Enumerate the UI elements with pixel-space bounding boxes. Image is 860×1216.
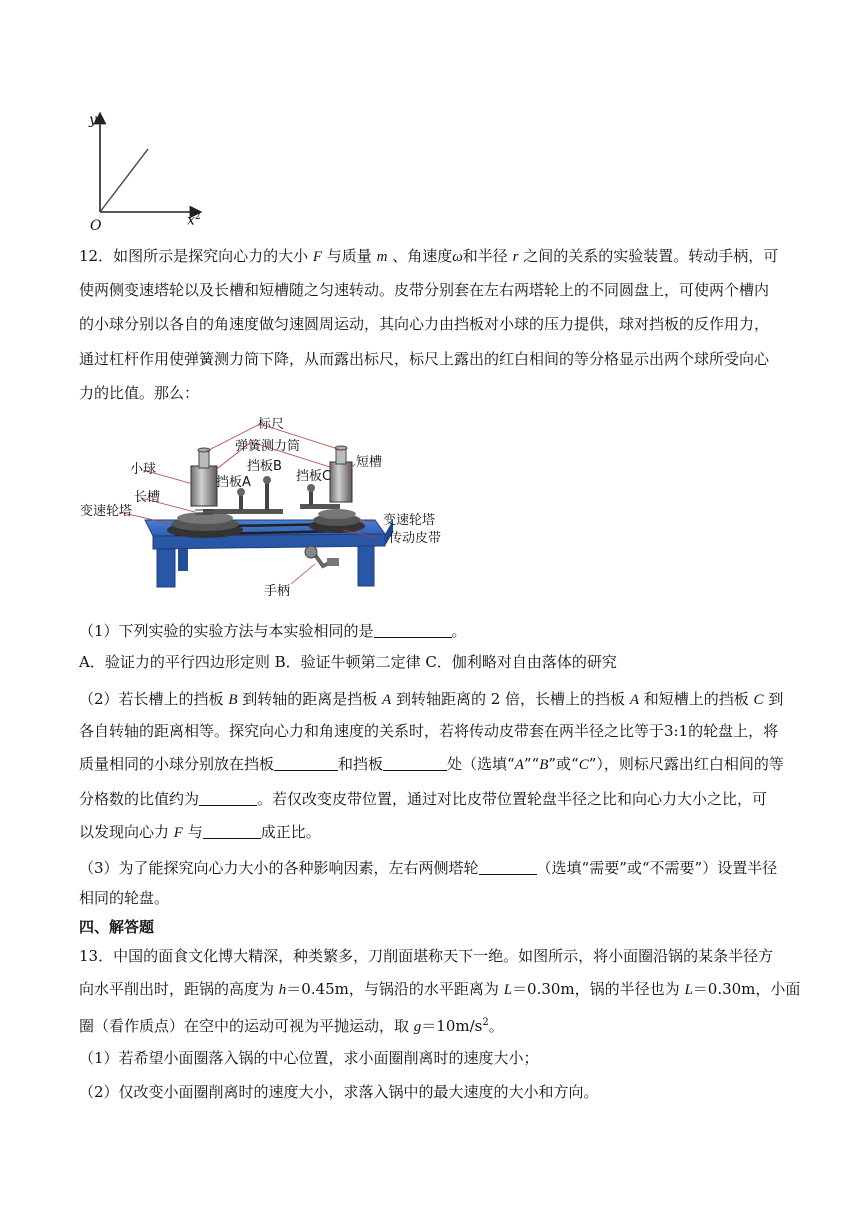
answer-blank-5[interactable] — [203, 823, 261, 839]
q13-line-1: 13．中国的面食文化博大精深，种类繁多，刀削面堪称天下一绝。如图所示，将小面圈沿锅的某条半径方 — [79, 947, 774, 965]
label-shoubing: 手柄 — [264, 584, 291, 599]
graph-y-label: y — [89, 112, 97, 128]
label-dangban-a: 挡板A — [216, 475, 251, 490]
section-header: 四、解答题 — [79, 918, 155, 936]
q12-part3-line-2: 相同的轮盘。 — [79, 889, 170, 907]
q12-intro-line-5: 力的比值。那么： — [79, 384, 200, 402]
q12-intro-line-4: 通过杠杆作用使弹簧测力筒下降，从而露出标尺，标尺上露出的红白相间的等分格显示出两个球所受向心 — [79, 350, 770, 368]
graph-origin-label: O — [90, 218, 102, 234]
label-changcao: 长槽 — [134, 490, 161, 505]
q12-part2-line-3: 质量相同的小球分别放在挡板 和挡板 处（选填“A”“B”或“C”），则标尺露出红白相间的等 — [79, 755, 784, 773]
answer-blank-3[interactable] — [383, 755, 447, 771]
label-tanhuang-celitong: 弹簧测力筒 — [235, 439, 301, 454]
answer-blank-1[interactable] — [374, 622, 452, 638]
q12-part3-line-1: （3）为了能探究向心力大小的各种影响因素，左右两侧塔轮 （选填“需要”或“不需要”）设置半径 — [79, 859, 778, 877]
q13-line-2: 向水平削出时，距锅的高度为 h＝0.45m，与锅沿的水平距离为 L＝0.30m，锅的半径也为 L＝0.30m，小面 — [79, 980, 801, 998]
q12-intro-line-2: 使两侧变速塔轮以及长槽和短槽随之匀速转动。皮带分别套在左右两塔轮上的不同圆盘上，可使两个槽内 — [79, 281, 770, 299]
q13-part1: （1）若希望小面圈落入锅的中心位置，求小面圈削离时的速度大小； — [79, 1049, 539, 1067]
label-duancao: 短槽 — [356, 455, 383, 470]
q12-options: A．验证力的平行四边形定则 B．验证牛顿第二定律 C．伽利略对自由落体的研究 — [79, 653, 617, 671]
label-chuandong-pidai: 传动皮带 — [389, 531, 442, 546]
answer-blank-4[interactable] — [199, 790, 257, 806]
answer-blank-2[interactable] — [274, 755, 338, 771]
q12-intro-line-3: 的小球分别以各自的角速度做匀速圆周运动，其向心力由挡板对小球的压力提供，球对挡板的反作用力， — [79, 315, 770, 333]
q12-part2-line-5: 以发现向心力 F 与 成正比。 — [79, 823, 321, 841]
graph-x-label: $x^2$ — [187, 212, 201, 229]
answer-blank-6[interactable] — [479, 859, 537, 875]
graph-line — [100, 149, 148, 212]
q12-part2-line-2: 各自转轴的距离相等。探究向心力和角速度的关系时，若将传动皮带套在两半径之比等于3:1的轮盘上，将 — [79, 722, 779, 740]
q12-part2-line-4: 分格数的比值约为 。若仅改变皮带位置，通过对比皮带位置轮盘半径之比和向心力大小之比，可 — [79, 790, 768, 808]
label-xiaoqiu: 小球 — [130, 462, 157, 477]
label-dangban-c: 挡板C — [296, 469, 332, 484]
label-dangban-b: 挡板B — [247, 459, 282, 474]
label-biansu-luntan-right: 变速轮塔 — [383, 513, 436, 528]
q13-part2: （2）仅改变小面圈削离时的速度大小，求落入锅中的最大速度的大小和方向。 — [79, 1083, 599, 1101]
q12-part1: （1）下列实验的实验方法与本实验相同的是 。 — [79, 622, 467, 640]
q12-part2-line-1: （2）若长槽上的挡板 B 到转轴的距离是挡板 A 到转轴距离的 2 倍，长槽上的挡板 A 和短槽上的挡板 C 到 — [79, 690, 784, 708]
label-biaochi: 标尺 — [258, 417, 285, 432]
label-biansu-luntan-left: 变速轮塔 — [80, 504, 133, 519]
y-x2-graph — [84, 112, 204, 234]
q13-line-3: 圈（看作质点）在空中的运动可视为平抛运动，取 $g=10m/s^2$。 — [79, 1017, 504, 1035]
q12-intro-line-1: 12．如图所示是探究向心力的大小 F 与质量 m 、角速度ω和半径 r 之间的关系的实验装置。转动手柄，可 — [79, 247, 779, 265]
